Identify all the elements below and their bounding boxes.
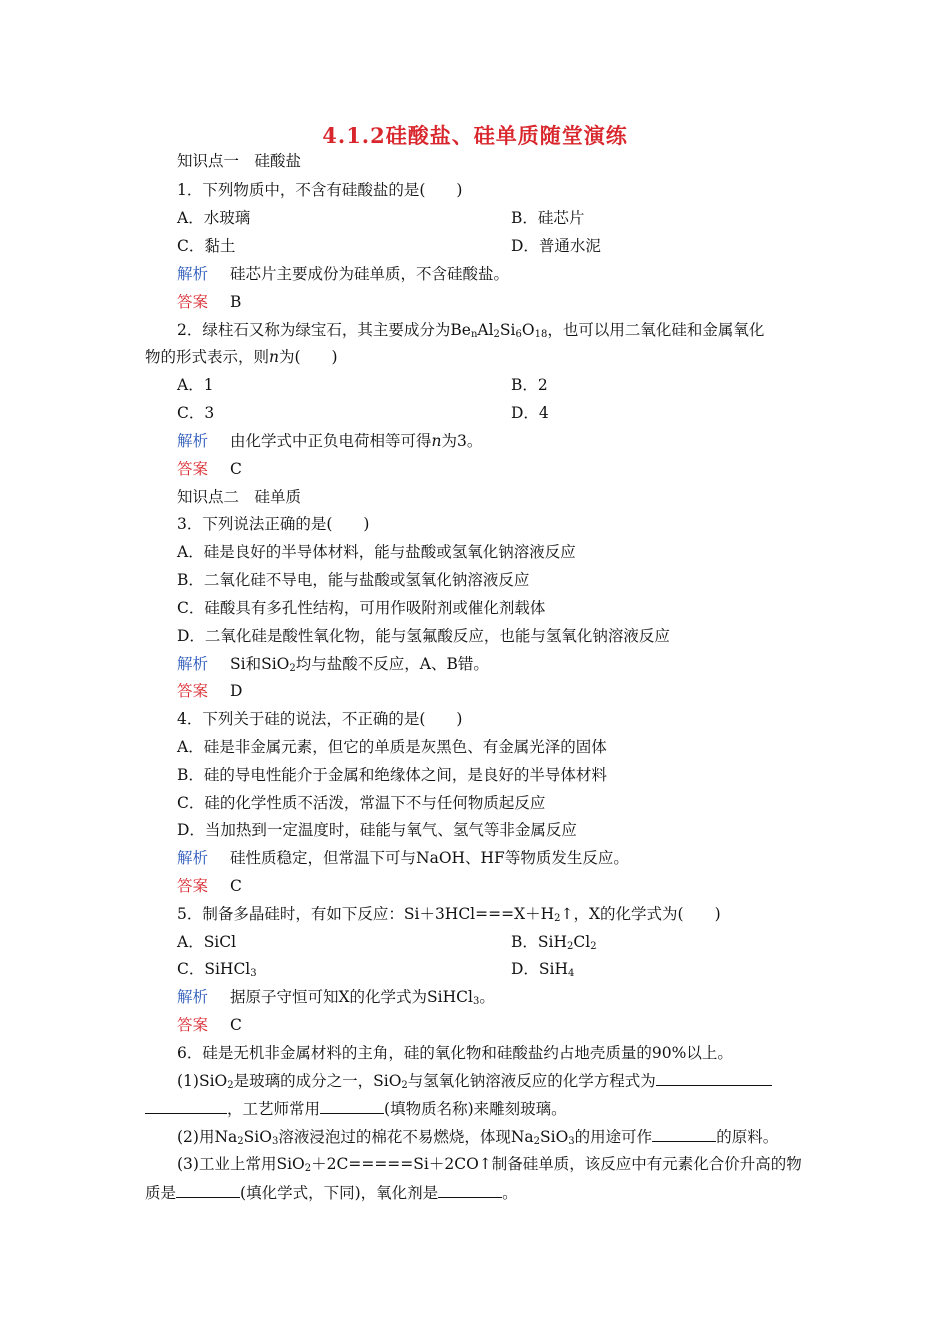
q3-answer xyxy=(177,681,242,701)
analysis-label: 解析 xyxy=(177,432,209,450)
knowledge-point-2: 知识点二 硅单质 xyxy=(177,488,302,506)
q5-option-c: C．SiHCl$_3$ xyxy=(177,960,257,979)
q6-part1-line2: ，工艺师常用 (填物质名称)来雕刻玻璃。 xyxy=(145,1098,567,1119)
analysis-label: 解析 xyxy=(177,655,209,673)
answer-label: 答案 xyxy=(177,682,209,700)
q5-stem: 5．制备多晶硅时，有如下反应：$Si+3HCl===X+H_2↑$，X的化学式为( ) xyxy=(177,905,721,924)
answer-blank[interactable] xyxy=(652,1126,716,1142)
q6-part3-line2: 质是 (填化学式，下同)，氧化剂是 。 xyxy=(145,1184,518,1202)
q3-stem: 3．下列说法正确的是( ) xyxy=(177,515,370,533)
answer-label: 答案 xyxy=(177,877,209,895)
q2-option-c: C．3 xyxy=(177,404,215,422)
q1-option-d: D．普通水泥 xyxy=(511,237,601,255)
q4-option-c: C．硅的化学性质不活泼，常温下不与任何物质起反应 xyxy=(177,794,546,812)
q1-analysis xyxy=(177,264,509,284)
q5-answer xyxy=(177,1015,242,1035)
answer-label: 答案 xyxy=(177,460,209,478)
analysis-label: 解析 xyxy=(177,988,209,1006)
q2-stem-line1: 2．绿柱石又称为绿宝石，其主要成分为$Be_nAl_2Si_6O_{18}$，也可以用二氧化硅和金属氧化 xyxy=(177,321,765,340)
page-title: 4.1.2硅酸盐、硅单质随堂演练 xyxy=(322,123,628,148)
q4-answer xyxy=(177,876,242,896)
answer-blank[interactable] xyxy=(656,1070,772,1086)
q6-part2: (2)用$Na_2SiO_3$溶液浸泡过的棉花不易燃烧，体现$Na_2SiO_3$的用途可作 的原料。 xyxy=(177,1128,779,1147)
q4-analysis-text: 硅性质稳定，但常温下可与NaOH、HF等物质发生反应。 xyxy=(230,849,629,867)
q3-option-a: A．硅是良好的半导体材料，能与盐酸或氢氧化钠溶液反应 xyxy=(177,543,576,561)
q1-option-c: C．黏土 xyxy=(177,237,236,255)
q4-option-b: B．硅的导电性能介于金属和绝缘体之间，是良好的半导体材料 xyxy=(177,766,607,784)
answer-blank[interactable] xyxy=(320,1098,384,1114)
q1-option-b: B．硅芯片 xyxy=(511,209,585,227)
q3-answer-value: D xyxy=(230,682,243,700)
q3-analysis: 解析 Si和SiO$_2$均与盐酸不反应，A、B错。 xyxy=(177,655,489,674)
q6-part3-line1: (3)工业上常用SiO$_2$＋2C=====Si＋2CO↑制备硅单质，该反应中有元素化合价升高的物 xyxy=(177,1155,802,1174)
q1-answer xyxy=(177,292,241,312)
q5-option-a: A．SiCl xyxy=(177,933,237,951)
q2-stem-line2: 物的形式表示，则n为( ) xyxy=(145,348,338,366)
q3-option-c: C．硅酸具有多孔性结构，可用作吸附剂或催化剂载体 xyxy=(177,599,546,617)
q2-answer-value: C xyxy=(230,460,242,478)
q3-option-b: B．二氧化硅不导电，能与盐酸或氢氧化钠溶液反应 xyxy=(177,571,530,589)
q3-option-d: D．二氧化硅是酸性氧化物，能与氢氟酸反应，也能与氢氧化钠溶液反应 xyxy=(177,627,670,645)
q5-analysis: 解析 据原子守恒可知X的化学式为SiHCl$_3$。 xyxy=(177,988,495,1007)
q2-answer xyxy=(177,459,242,479)
answer-label: 答案 xyxy=(177,1016,209,1034)
answer-blank[interactable] xyxy=(176,1182,240,1198)
q4-option-d: D．当加热到一定温度时，硅能与氧气、氢气等非金属反应 xyxy=(177,821,577,839)
q2-analysis: 解析 由化学式中正负电荷相等可得n为3。 xyxy=(177,432,483,450)
knowledge-point-1: 知识点一 硅酸盐 xyxy=(177,152,302,170)
analysis-label: 解析 xyxy=(177,265,209,283)
q1-analysis-text: 硅芯片主要成份为硅单质，不含硅酸盐。 xyxy=(230,265,510,283)
q1-option-a: A．水玻璃 xyxy=(177,209,251,227)
q2-option-d: D．4 xyxy=(511,404,549,422)
q5-option-b: B．$SiH_2Cl_2$ xyxy=(511,933,597,952)
q5-option-d: D．SiH$_4$ xyxy=(511,960,575,979)
q2-option-b: B．2 xyxy=(511,376,548,394)
q1-answer-value: B xyxy=(230,293,242,311)
q4-stem: 4．下列关于硅的说法，不正确的是( ) xyxy=(177,710,463,728)
q4-option-a: A．硅是非金属元素，但它的单质是灰黑色、有金属光泽的固体 xyxy=(177,738,607,756)
q1-stem: 1．下列物质中，不含有硅酸盐的是( ) xyxy=(177,181,463,199)
q4-answer-value: C xyxy=(230,877,242,895)
q4-analysis xyxy=(177,848,629,868)
q6-stem: 6．硅是无机非金属材料的主角，硅的氧化物和硅酸盐约占地壳质量的90%以上。 xyxy=(177,1044,733,1062)
q2-option-a: A．1 xyxy=(177,376,214,394)
q5-answer-value: C xyxy=(230,1016,242,1034)
q6-part1-line1: (1)SiO$_2$是玻璃的成分之一，SiO$_2$与氢氧化钠溶液反应的化学方程式为 xyxy=(177,1070,772,1091)
answer-blank[interactable] xyxy=(145,1098,227,1114)
analysis-label: 解析 xyxy=(177,849,209,867)
answer-blank[interactable] xyxy=(438,1182,502,1198)
answer-label: 答案 xyxy=(177,293,209,311)
